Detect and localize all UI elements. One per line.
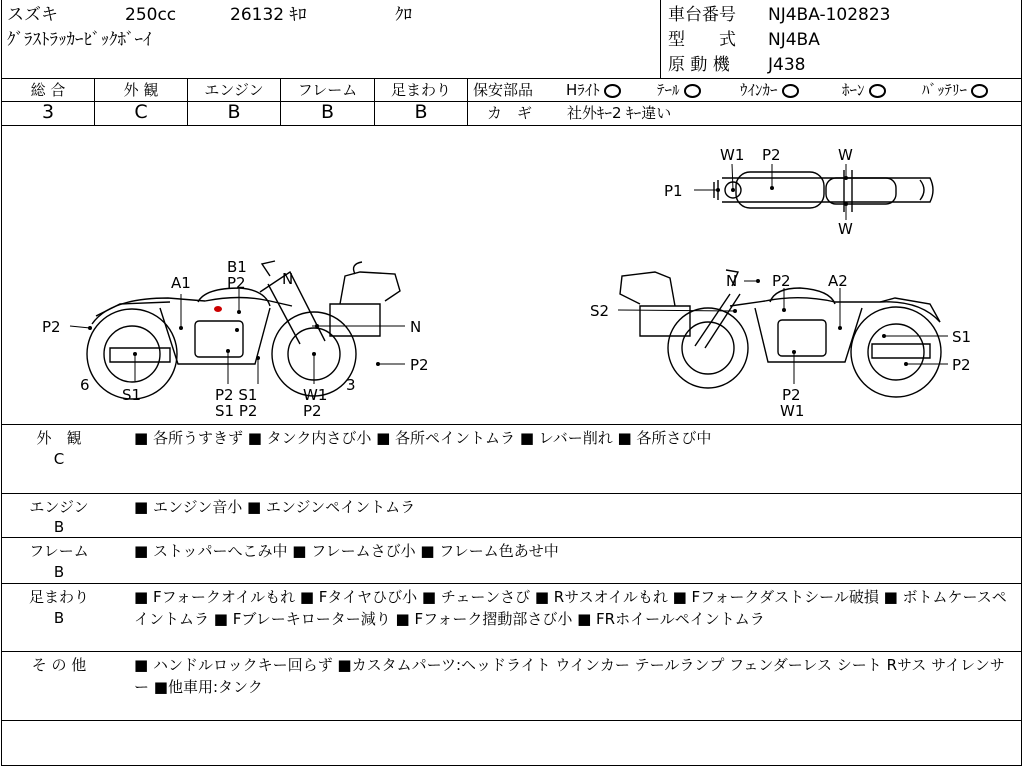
dmg-label-p2-bottom-r: P2: [782, 386, 801, 404]
notes-engine-label: エンジン: [29, 498, 89, 516]
safety-item-battery: ﾊﾞｯﾃﾘｰ: [922, 80, 988, 100]
ok-circle-icon: [604, 84, 621, 98]
top-label-p1: P1: [664, 182, 683, 200]
notes-other-text: ■ ハンドルロックキー回らず ■カスタムパーツ:ヘッドライト ウインカー テールランプ フェンダーレス シート Rサス サイレンサー ■他車用:タンク: [134, 656, 1005, 696]
suspension-grade-label: 足まわり: [390, 81, 451, 99]
frame-no: NJ4BA-102823: [768, 5, 891, 25]
overall-grade: 3: [41, 101, 55, 123]
key-label: カ ギ: [487, 104, 533, 122]
dmg-label-p2-right-r: P2: [952, 356, 971, 374]
diagram-bottom-rule: [1, 424, 1022, 425]
top-label-p2: P2: [762, 146, 781, 164]
engine-grade: B: [227, 101, 241, 123]
notes-exterior-grade: C: [53, 450, 65, 468]
ok-circle-icon: [869, 84, 886, 98]
displacement: 250cc: [125, 5, 177, 25]
dmg-label-p2-top-r: P2: [772, 272, 791, 290]
header-divider: [660, 0, 661, 78]
notes-rule: [1, 537, 1022, 538]
notes-suspension-label: 足まわり: [28, 588, 89, 606]
grade-col-divider: [467, 78, 468, 125]
ok-circle-icon: [684, 84, 701, 98]
dmg-label-p2-s1: P2 S1: [215, 386, 258, 404]
dmg-label-a2: A2: [828, 272, 848, 290]
frame-no-label: 車台番号: [668, 5, 736, 25]
notes-engine-text: ■ エンジン音小 ■ エンジンペイントムラ: [134, 498, 416, 516]
notes-frame-grade: B: [53, 563, 65, 581]
notes-frame-label: フレーム: [29, 542, 89, 560]
dmg-label-s1: S1: [122, 386, 142, 404]
model-name: ｸﾞﾗｽﾄﾗｯｶｰﾋﾞｯｸﾎﾞｰｲ: [7, 30, 152, 50]
suspension-grade: B: [414, 101, 428, 123]
notes-other-label: そ の 他: [31, 656, 87, 674]
mileage: 26132 ｷﾛ: [230, 5, 307, 25]
safety-item-winker: ｳｲﾝｶｰ: [740, 80, 799, 100]
bike-top-view-diagram: [660, 140, 960, 240]
safety-item-horn: ﾎｰﾝ: [842, 80, 886, 100]
dmg-label-p2-bottom: P2: [303, 402, 322, 420]
bike-left-side-diagram: [0, 126, 500, 424]
dmg-label-3: 3: [346, 376, 356, 394]
notes-suspension-text: ■ Fフォークオイルもれ ■ Fタイヤひび小 ■ チェーンさび ■ Rサスオイルもれ ■ Fフォークダストシール破損 ■ ボトムケースペイントムラ ■ Fブレーキローター減り ■ Fフォーク摺動部さび小 ■ FRホイールペイントムラ: [134, 588, 1007, 628]
dmg-label-w1: W1: [303, 386, 328, 404]
engine-label: 原 動 機: [668, 55, 730, 75]
notes-rule: [1, 583, 1022, 584]
safety-label: 保安部品: [473, 81, 534, 99]
maker: スズキ: [7, 5, 58, 25]
dmg-label-p2-right: P2: [410, 356, 429, 374]
notes-rule: [1, 493, 1022, 494]
notes-exterior-text: ■ 各所うすきず ■ タンク内さび小 ■ 各所ペイントムラ ■ レバー削れ ■ 各所さび中: [134, 429, 712, 447]
dmg-label-w1-r: W1: [780, 402, 805, 420]
ok-circle-icon: [971, 84, 988, 98]
dmg-label-p2-top: P2: [227, 274, 246, 292]
dmg-label-n: N: [726, 272, 738, 290]
exterior-grade: C: [134, 101, 148, 123]
dmg-label-s1-p2: S1 P2: [215, 402, 258, 420]
dmg-label-a1: A1: [171, 274, 191, 292]
dmg-label-s2: S2: [590, 302, 610, 320]
notes-engine-grade: B: [53, 518, 65, 536]
ok-circle-icon: [782, 84, 799, 98]
engine-grade-label: エンジン: [204, 81, 264, 99]
safety-rule: [468, 101, 1022, 102]
overall-label: 総 合: [30, 81, 66, 99]
type-value: NJ4BA: [768, 30, 820, 50]
dmg-label-6: 6: [80, 376, 90, 394]
engine-model: J438: [768, 55, 806, 75]
top-label-w1: W1: [720, 146, 745, 164]
color: ｸﾛ: [395, 5, 412, 25]
dmg-label-s1-r: S1: [952, 328, 972, 346]
frame-grade: B: [320, 101, 335, 123]
notes-rule: [1, 720, 1022, 721]
frame-grade-label: フレーム: [297, 81, 358, 99]
dmg-label-p2-rear: P2: [42, 318, 61, 336]
notes-frame-text: ■ ストッパーへこみ中 ■ フレームさび小 ■ フレーム色あせ中: [134, 542, 559, 560]
dmg-label-b1: B1: [227, 258, 247, 276]
notes-suspension-grade: B: [53, 609, 65, 627]
grades-top-rule: [1, 78, 1022, 79]
safety-item-tail: ﾃｰﾙ: [657, 80, 701, 100]
exterior-label: 外 観: [123, 81, 159, 99]
top-label-w-top: W: [838, 146, 853, 164]
safety-item-headlight: Hﾗｲﾄ: [566, 80, 621, 100]
notes-rule: [1, 651, 1022, 652]
key-value: 社外ｷｰ2 ｷｰ違い: [567, 104, 672, 122]
dmg-label-n-right: N: [410, 318, 422, 336]
type-label: 型 式: [668, 30, 736, 50]
notes-exterior-label: 外 観: [36, 429, 82, 447]
dmg-label-n-top: N: [282, 270, 294, 288]
top-label-w-bottom: W: [838, 220, 853, 238]
